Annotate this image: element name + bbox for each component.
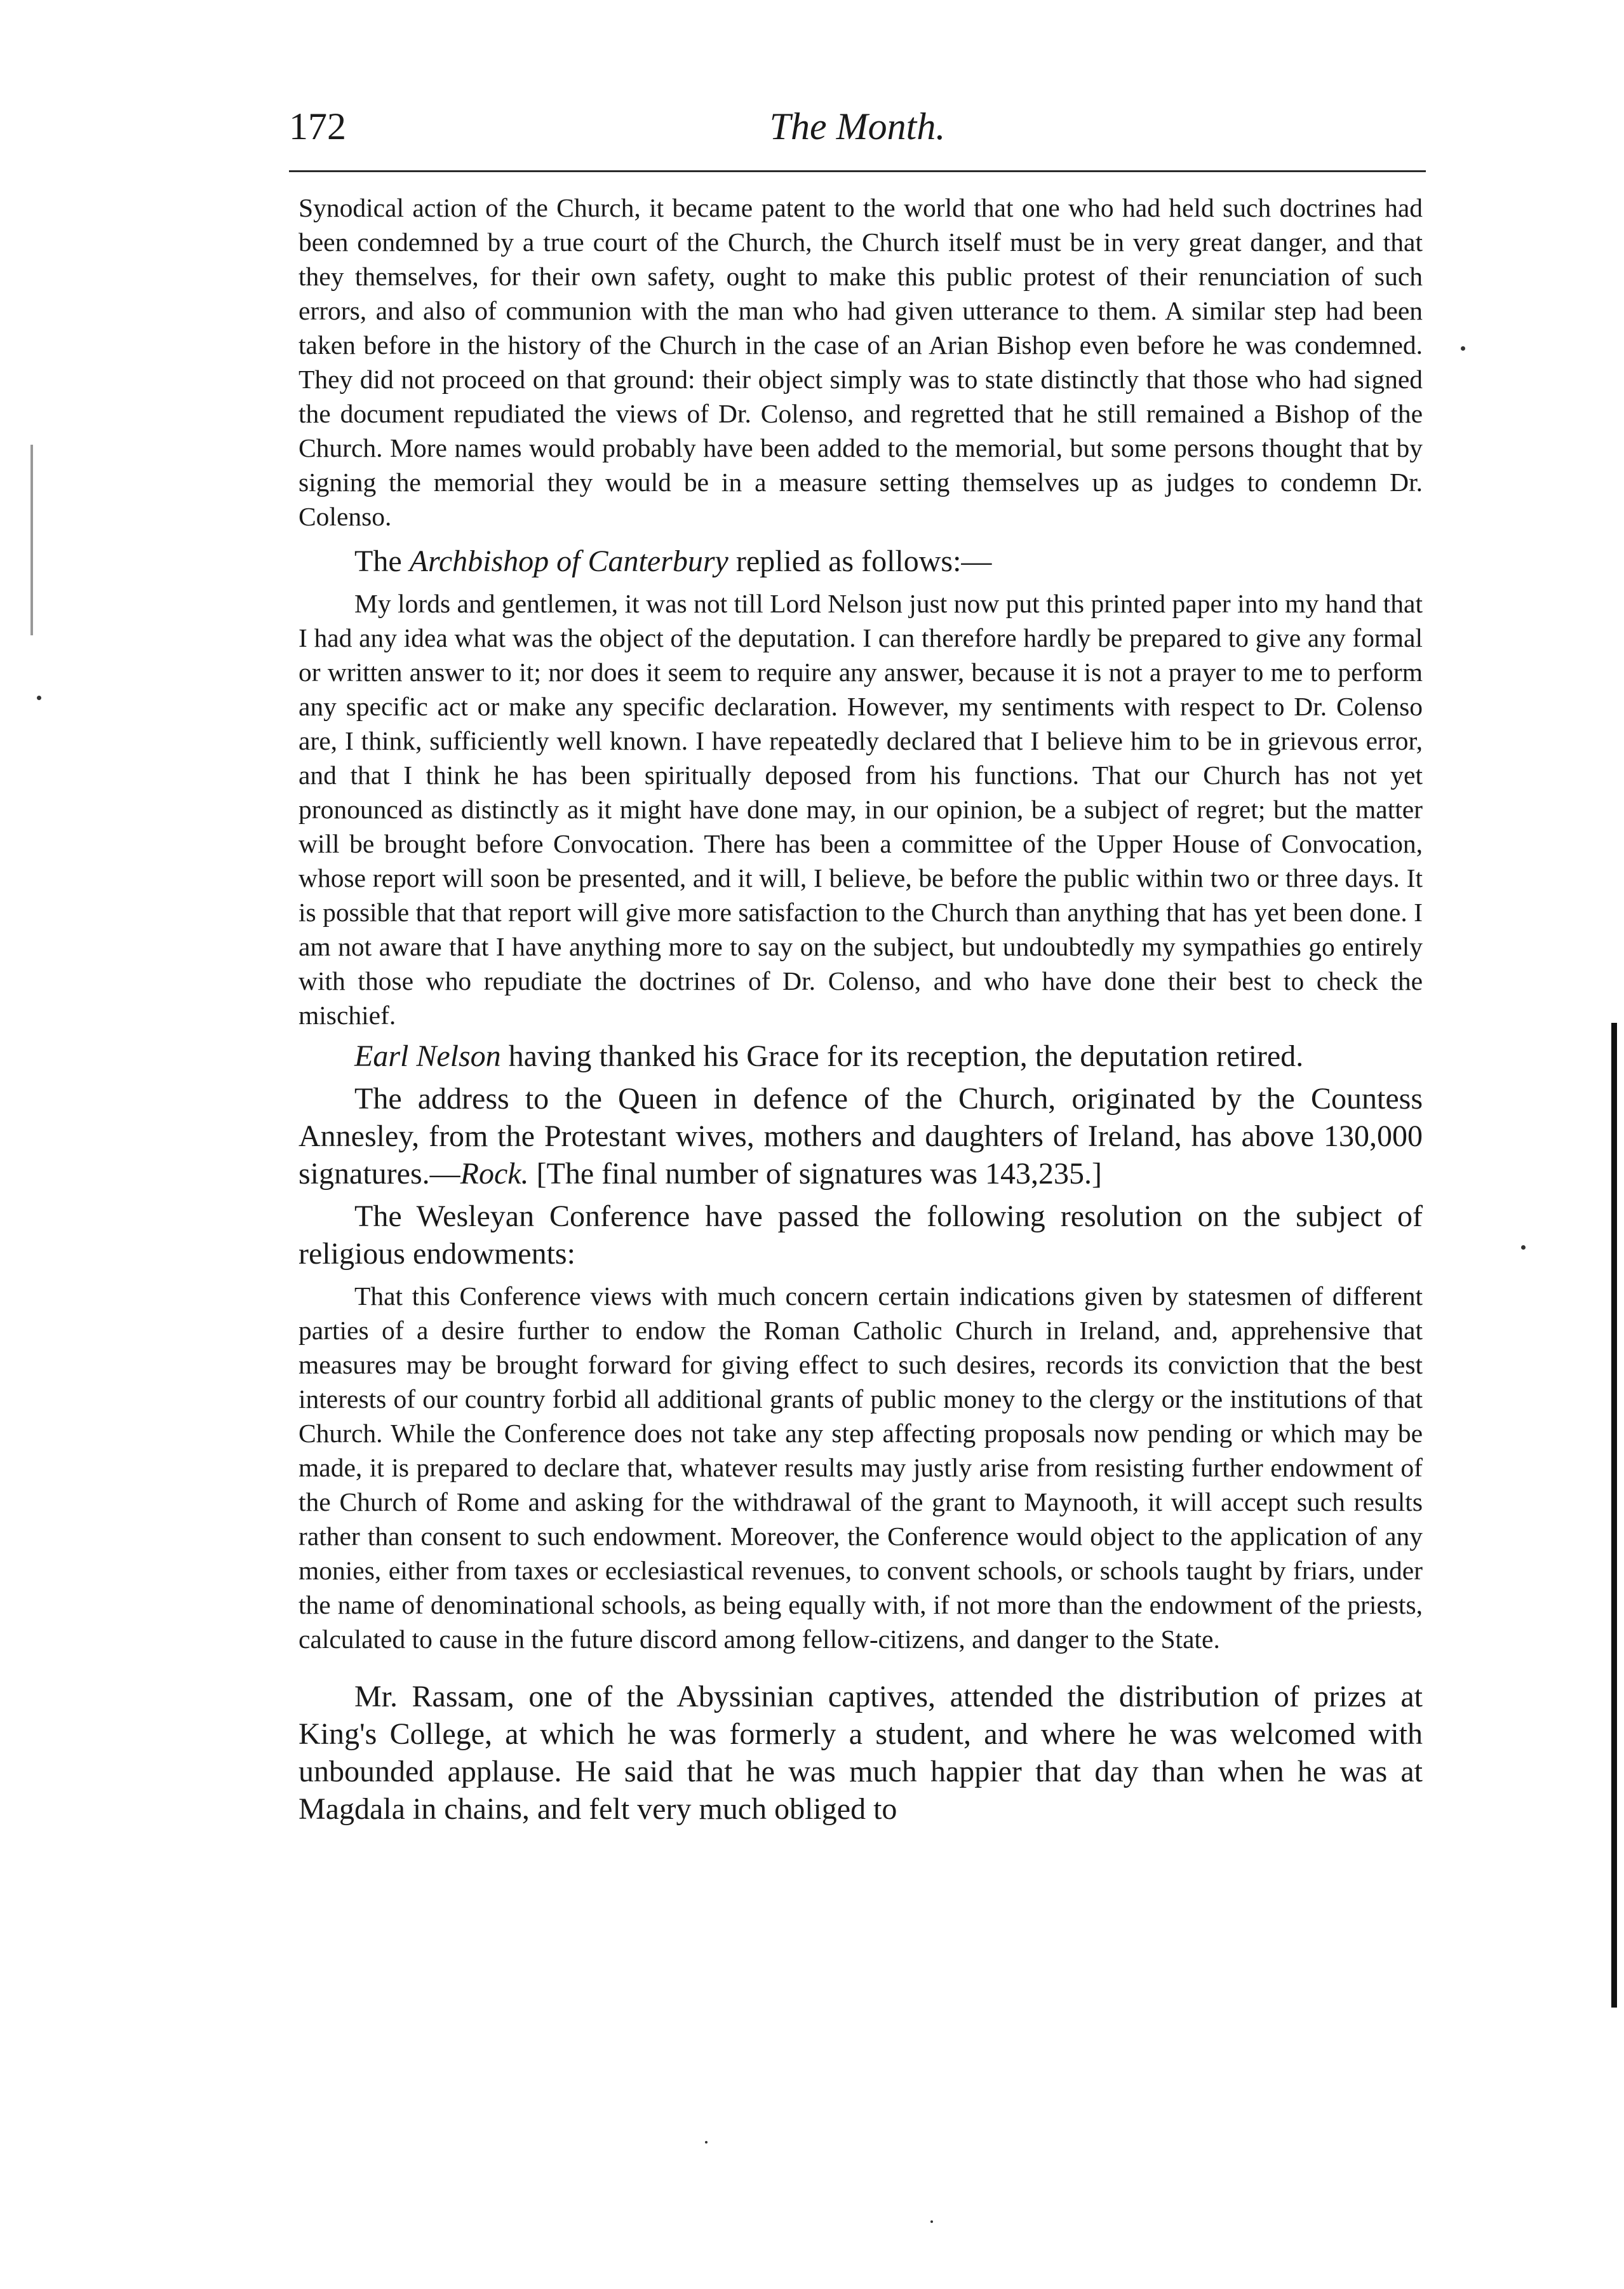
running-title: The Month. [769,105,946,147]
body-text [299,191,1423,1828]
text-run: replied as follows:— [728,544,992,578]
paragraph-archbishop-intro [299,543,1423,580]
page-number: 172 [289,105,346,147]
margin-scan-mark [30,445,33,635]
text-run: The [354,544,410,578]
margin-scan-dot [1521,1245,1526,1250]
archbishop-name: Archbishop of Canterbury [409,544,728,578]
margin-scan-dot [930,2220,933,2223]
paragraph-synodical: Synodical action of the Church, it became patent to the world that one who had held such doctrines had been condemned by a true court of the Church, the Church itself must be in very great danger, and that they themselves, for their own safety, ought to make this public protest of their renunciation of such errors, and also of communion with the man who had given utterance to them. A similar step had been taken before in the history of the Church in the case of an Arian Bishop even before he was condemned. They did not proceed on that ground: their object simply was to state distinctly that those who had signed the document repudiated the views of Dr. Colenso, and regretted that he still remained a Bishop of the Church. More names would probably have been added to the memorial, but some persons thought that by signing the memorial they would be in a measure setting themselves up as judges to condemn Dr. Colenso. [299,193,1423,531]
paragraph-earl-nelson [299,1037,1423,1075]
page-header [289,105,1426,162]
paragraph-address-queen [299,1080,1423,1192]
page-edge-shadow [1611,1023,1617,2008]
margin-scan-dot [37,696,41,700]
text-run: The address to the Queen in defence of the Church, originated by the Countess Annesley, from the Protestant wives, mothers and daughters of Ireland, has above 130,000 signatures.— [299,1082,1423,1191]
paragraph-rassam: Mr. Rassam, one of the Abyssinian captives, attended the distribution of prizes at King's College, at which he was formerly a student, and where he was welcomed with unbounded applause. He said that he was much happier that day than when he was at Magdala in chains, and felt very much obliged to [299,1680,1423,1826]
margin-scan-dot [1461,346,1465,351]
paragraph-wesleyan: The Wesleyan Conference have passed the following resolution on the subject of religious endowments: [299,1199,1423,1271]
earl-nelson-name: Earl Nelson [354,1039,501,1073]
quote-archbishop-reply: My lords and gentlemen, it was not till Lord Nelson just now put this printed paper into my hand that I had any idea what was the object of the deputation. I can therefore hardly be prepared to give any formal or written answer to it; nor does it seem to require any answer, because it is not a prayer to me to perform any specific act or make any specific declaration. However, my sentiments with respect to Dr. Colenso are, I think, sufficiently well known. I have repeatedly declared that I believe him to be in grievous error, and that I think he has been spiritually deposed from his functions. That our Church has not yet pronounced as distinctly as it might have done may, in our opinion, be a subject of regret; but the matter will be brought before Convocation. There has been a committee of the Upper House of Convocation, whose report will soon be presented, and it will, I believe, be before the public within two or three days. It is possible that that report will give more satisfaction to the Church than anything that has yet been done. I am not aware that I have anything more to say on the subject, but undoubtedly my sympathies go entirely with those who repudiate the doctrines of Dr. Colenso, and who have done their best to check the mischief. [299,589,1423,1030]
source-rock: Rock. [460,1157,529,1191]
text-run: having thanked his Grace for its reception, the deputation retired. [500,1039,1304,1073]
quote-wesleyan-resolution: That this Conference views with much concern certain indications given by statesmen of different parties of a desire further to endow the Roman Catholic Church in Ireland, and, apprehensive that measures may be brought forward for giving effect to such desires, records its conviction that the best interests of our country forbid all additional grants of public money to the clergy or the institutions of that Church. While the Conference does not take any step affecting proposals now pending or which may be made, it is prepared to declare that, whatever results may justly arise from resisting further endowment of the Church of Rome and asking for the withdrawal of the grant to Maynooth, it will accept such results rather than consent to such endowment. Moreover, the Conference would object to the application of any monies, either from taxes or ecclesiastical revenues, to convent schools, or schools taught by friars, under the name of denominational schools, as being equally with, if not more than the endowment of the priests, calculated to cause in the future discord among fellow-citizens, and danger to the State. [299,1281,1423,1654]
header-rule [289,170,1426,172]
text-run: [The final number of signatures was 143,235.] [528,1157,1102,1191]
margin-scan-dot [705,2141,708,2144]
